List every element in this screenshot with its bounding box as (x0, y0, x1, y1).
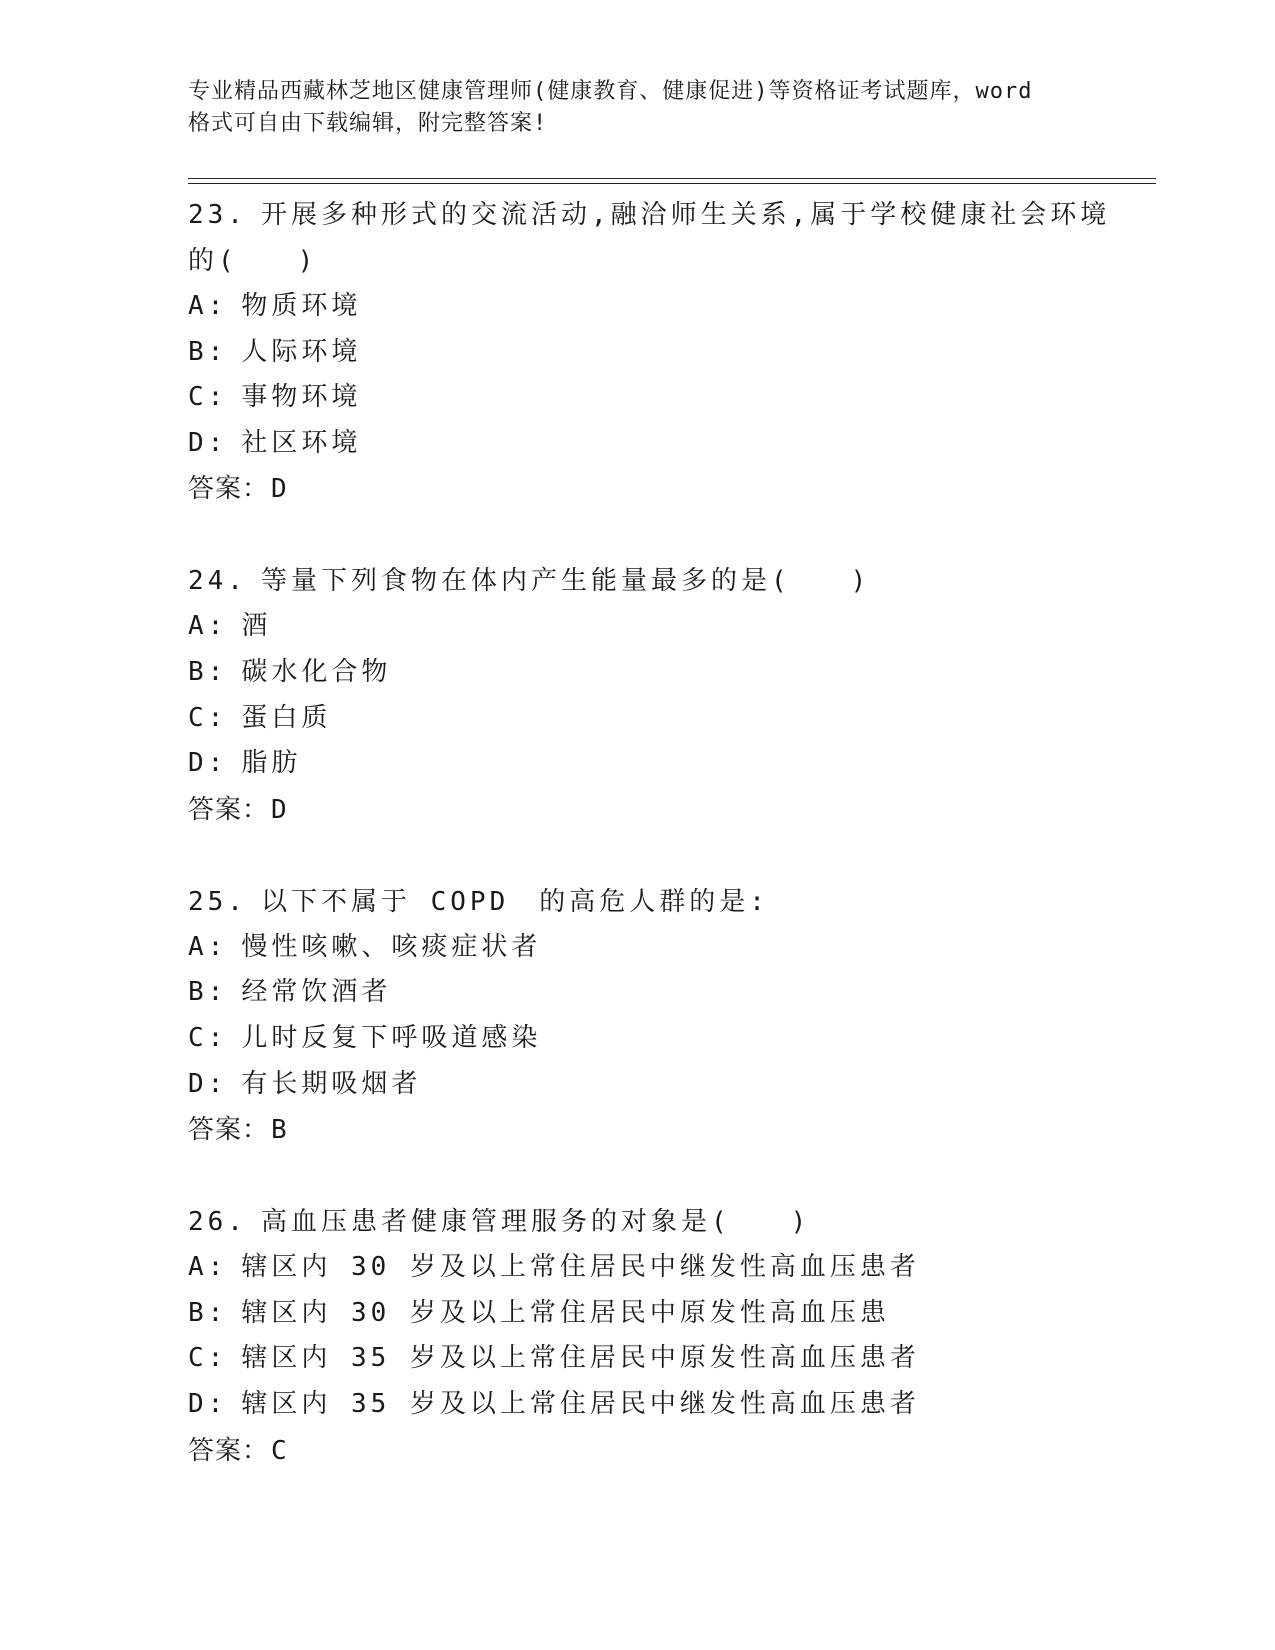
option-key: B: (188, 1297, 228, 1328)
header-line-2: 格式可自由下载编辑，附完整答案! (188, 111, 548, 136)
option-a (188, 284, 1148, 330)
answer-label: 答案： (188, 1435, 270, 1466)
option-a (188, 925, 1148, 971)
option-key: C: (188, 1022, 228, 1053)
option-text: 人际环境 (241, 336, 362, 367)
option-text: 辖区内 30 岁及以上常住居民中原发性高血压患 (241, 1297, 890, 1328)
option-d (188, 741, 1148, 787)
answer-line (188, 466, 1148, 512)
answer-label: 答案： (188, 794, 270, 825)
option-d (188, 1382, 1148, 1428)
answer-line (188, 1428, 1148, 1474)
question-text-line-1: 等量下列食物在体内产生能量最多的是( ) (260, 566, 871, 597)
option-c (188, 1336, 1148, 1382)
question-number: 24. (188, 566, 247, 597)
answer-line (188, 787, 1148, 833)
question-text-line-2: 的( ) (188, 246, 318, 276)
option-text: 辖区内 30 岁及以上常住居民中继发性高血压患者 (241, 1252, 920, 1283)
option-text: 脂肪 (241, 748, 302, 779)
question-stem (188, 192, 1148, 238)
option-text: 碳水化合物 (241, 656, 392, 687)
header-line-1: 专业精品西藏林芝地区健康管理师(健康教育、健康促进)等资格证考试题库，word (188, 79, 1033, 104)
option-key: D: (188, 748, 228, 779)
option-d (188, 421, 1148, 467)
question-stem (188, 1199, 1148, 1245)
header-rule-top (188, 178, 1156, 179)
option-text: 有长期吸烟者 (241, 1068, 422, 1099)
option-b (188, 650, 1148, 696)
option-text: 事物环境 (241, 382, 362, 413)
option-c (188, 1016, 1148, 1062)
option-key: D: (188, 1388, 228, 1419)
option-text: 辖区内 35 岁及以上常住居民中原发性高血压患者 (241, 1343, 920, 1374)
option-c (188, 375, 1148, 421)
document-header (188, 76, 1118, 140)
option-key: B: (188, 977, 228, 1008)
option-key: B: (188, 336, 228, 367)
option-a (188, 1245, 1148, 1291)
question-25 (188, 879, 1148, 1153)
option-d (188, 1062, 1148, 1108)
question-23 (188, 192, 1148, 512)
option-key: C: (188, 382, 228, 413)
option-key: C: (188, 1343, 228, 1374)
option-key: A: (188, 291, 228, 321)
question-stem (188, 558, 1148, 604)
option-key: A: (188, 931, 228, 962)
option-a (188, 604, 1148, 650)
answer-value: C (271, 1435, 288, 1466)
answer-value: D (271, 794, 288, 825)
question-26 (188, 1199, 1148, 1473)
option-b (188, 1291, 1148, 1337)
option-c (188, 696, 1148, 742)
option-text: 经常饮酒者 (241, 977, 392, 1008)
option-key: A: (188, 611, 228, 642)
question-text-line-1: 开展多种形式的交流活动,融洽师生关系,属于学校健康社会环境 (260, 200, 1111, 230)
option-b (188, 330, 1148, 376)
option-text: 儿时反复下呼吸道感染 (241, 1022, 542, 1053)
option-b (188, 970, 1148, 1016)
option-key: D: (188, 1068, 228, 1099)
question-stem (188, 879, 1148, 925)
option-key: B: (188, 656, 228, 687)
option-key: C: (188, 702, 228, 733)
question-number: 25. (188, 886, 247, 917)
option-text: 物质环境 (241, 291, 362, 321)
question-24 (188, 558, 1148, 832)
question-text-line-1: 高血压患者健康管理服务的对象是( ) (260, 1207, 811, 1238)
question-number: 23. (188, 200, 247, 230)
question-spacer (188, 1153, 1148, 1199)
option-text: 社区环境 (241, 427, 362, 458)
option-key: D: (188, 427, 228, 458)
option-text: 慢性咳嗽、咳痰症状者 (241, 931, 542, 962)
question-spacer (188, 833, 1148, 879)
question-list (188, 192, 1148, 1474)
header-rule-bottom (188, 183, 1156, 184)
option-text: 酒 (241, 611, 272, 642)
option-key: A: (188, 1252, 228, 1283)
question-spacer (188, 512, 1148, 558)
answer-value: D (271, 474, 288, 505)
question-number: 26. (188, 1207, 247, 1238)
option-text: 辖区内 35 岁及以上常住居民中继发性高血压患者 (241, 1388, 920, 1419)
answer-label: 答案： (188, 1115, 270, 1146)
answer-value: B (271, 1115, 288, 1146)
question-text-line-1: 以下不属于 COPD 的高危人群的是: (260, 886, 769, 917)
answer-line (188, 1107, 1148, 1153)
answer-label: 答案： (188, 474, 270, 505)
option-text: 蛋白质 (241, 702, 332, 733)
